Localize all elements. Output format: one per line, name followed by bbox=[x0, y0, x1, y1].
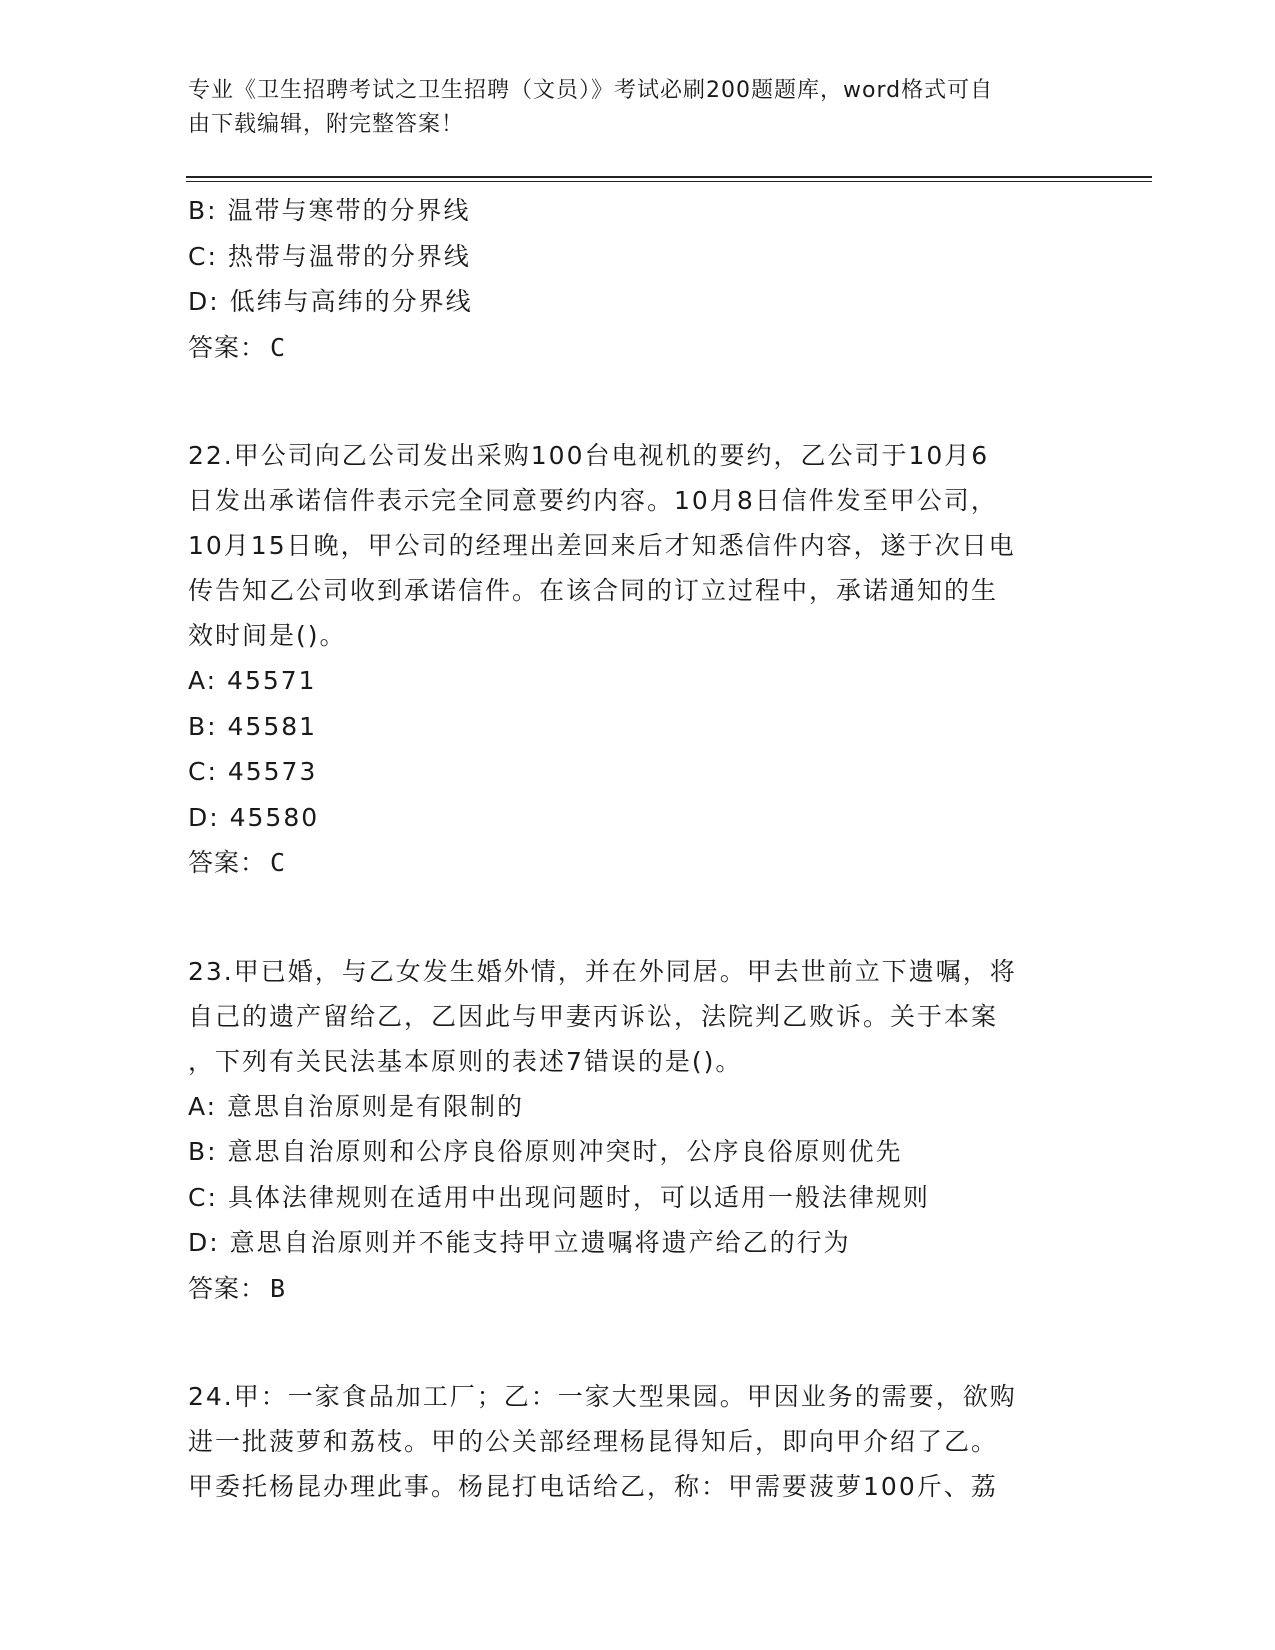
question-text-line: 甲委托杨昆办理此事。杨昆打电话给乙，称：甲需要菠萝100斤、荔 bbox=[188, 1472, 998, 1501]
document-header bbox=[188, 74, 1088, 142]
answer-value: C bbox=[270, 332, 287, 362]
question-21 bbox=[188, 188, 1088, 370]
question-text-line: 22.甲公司向乙公司发出采购100台电视机的要约，乙公司于10月6 bbox=[188, 441, 990, 470]
question-list bbox=[188, 188, 1088, 1509]
answer-label: 答案： bbox=[188, 848, 267, 877]
question-text-line: 传告知乙公司收到承诺信件。在该合同的订立过程中，承诺通知的生 bbox=[188, 576, 999, 605]
answer-line bbox=[188, 1266, 1088, 1312]
question-text-line: 进一批菠萝和荔枝。甲的公关部经理杨昆得知后，即向甲介绍了乙。 bbox=[188, 1427, 999, 1456]
question-text-line: 效时间是()。 bbox=[188, 621, 347, 650]
header-rule-thick bbox=[186, 176, 1152, 178]
question-spacer bbox=[188, 370, 1088, 433]
option-a: A: 意思自治原则是有限制的 bbox=[188, 1091, 525, 1121]
question-text-line: 日发出承诺信件表示完全同意要约内容。10月8日信件发至甲公司， bbox=[188, 486, 998, 515]
question-24 bbox=[188, 1374, 1088, 1509]
question-text-line: 24.甲：一家食品加工厂；乙：一家大型果园。甲因业务的需要，欲购 bbox=[188, 1382, 1017, 1411]
option-d: D: 低纬与高纬的分界线 bbox=[188, 287, 473, 316]
question-text-line: 自己的遗产留给乙，乙因此与甲妻丙诉讼，法院判乙败诉。关于本案 bbox=[188, 1001, 999, 1031]
option-b: B: 温带与寒带的分界线 bbox=[188, 196, 471, 225]
option-b: B: 意思自治原则和公序良俗原则冲突时，公序良俗原则优先 bbox=[188, 1137, 903, 1166]
answer-label: 答案： bbox=[188, 332, 267, 362]
answer-line bbox=[188, 840, 1088, 886]
answer-value: B bbox=[270, 1273, 287, 1303]
header-rule-thin bbox=[186, 181, 1152, 182]
question-text-line: 23.甲已婚，与乙女发生婚外情，并在外同居。甲去世前立下遗嘱，将 bbox=[188, 956, 1017, 986]
option-c: C: 具体法律规则在适用中出现问题时，可以适用一般法律规则 bbox=[188, 1182, 930, 1212]
option-c: C: 热带与温带的分界线 bbox=[188, 241, 471, 271]
question-text-line: ，下列有关民法基本原则的表述7错误的是()。 bbox=[188, 1046, 743, 1076]
question-spacer bbox=[188, 886, 1088, 949]
option-a: A: 45571 bbox=[188, 666, 317, 695]
question-22 bbox=[188, 433, 1088, 886]
option-d: D: 意思自治原则并不能支持甲立遗嘱将遗产给乙的行为 bbox=[188, 1228, 851, 1257]
option-c: C: 45573 bbox=[188, 757, 318, 786]
answer-value: C bbox=[270, 848, 287, 877]
option-b: B: 45581 bbox=[188, 711, 318, 741]
question-23 bbox=[188, 949, 1088, 1312]
answer-label: 答案： bbox=[188, 1273, 267, 1303]
question-spacer bbox=[188, 1311, 1088, 1374]
header-line-2: 由下载编辑，附完整答案！ bbox=[188, 112, 465, 137]
header-line-1: 专业《卫生招聘考试之卫生招聘（文员）》考试必刷200题题库，word格式可自 bbox=[188, 78, 994, 103]
option-d: D: 45580 bbox=[188, 802, 320, 832]
answer-line bbox=[188, 325, 1088, 371]
question-text-line: 10月15日晚，甲公司的经理出差回来后才知悉信件内容，遂于次日电 bbox=[188, 531, 1016, 560]
